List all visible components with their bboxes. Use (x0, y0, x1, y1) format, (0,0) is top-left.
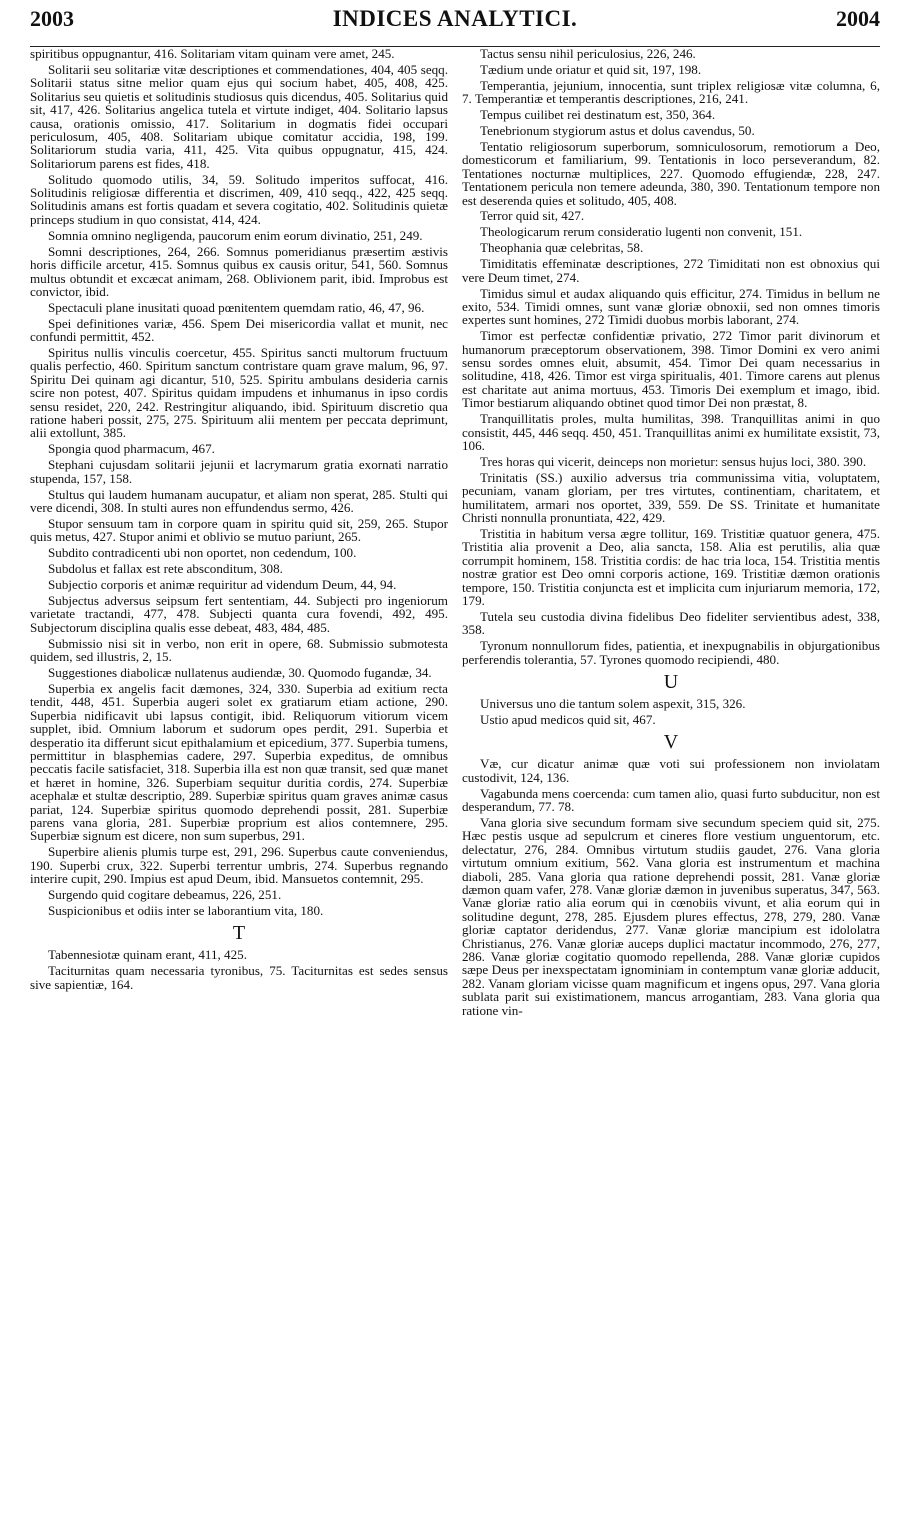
section-letter-t: T (232, 922, 246, 945)
section-letter-u: U (663, 670, 679, 693)
index-entry: Tyronum nonnullorum fides, patientia, et inexpugnabilis in objurgationibus perferendis tolerantia, 57. Tyrones quomodo recipiendi, 480. (462, 638, 880, 667)
index-entry: Spei definitiones variæ, 456. Spem Dei misericordia vallat et munit, nec confundi permittit, 452. (30, 315, 448, 345)
index-entry: Submissio nisi sit in verbo, non erit in opere, 68. Submissio submotesta quidem, sed illustris, 2, 15. (30, 635, 448, 665)
index-entry: Stupor sensuum tam in corpore quam in spiritu quid sit, 259, 265. Stupor quis metus, 427. Stupor animi et oblivio se mutuo pariunt, 265. (30, 515, 448, 545)
index-entry: Theophania quæ celebritas, 58. (480, 240, 644, 256)
index-entry: Tactus sensu nihil periculosius, 226, 246. (480, 47, 696, 61)
index-entry: Ustio apud medicos quid sit, 467. (480, 711, 656, 727)
index-entry: Stephani cujusdam solitarii jejunii et lacrymarum gratia exornati narratio stupenda, 157, 158. (30, 457, 448, 486)
index-entry: Vagabunda mens coercenda: cum tamen alio, quasi furto subducitur, non est desperandum, 77. 78. (462, 785, 880, 814)
index-entry: Solitarii seu solitariæ vitæ descriptiones et commendationes, 404, 405 seqq. Solitarii status sitne melior quam ejus qui socium habet, 405, 408, 425. Solitarius seu quietis et solitudinis studiosus quis dicendus, 405. Solitarius quid sit, 417, 426. Solitarius angelica tutela et virtute indiget, 404. Solitario lapsus causa, orationis omissio, 417. Solitarium in dogmatis fidei occupari periculosum, 405, 408. Solitariam ubique comitatur accidia, 198, 199. Solitariorum studia varia, 411, 425. Vita quibus oppugnatur, 415, 424. Solitariorum parens est fides, 418. (30, 61, 448, 171)
page-number-right: 2004 (836, 6, 880, 31)
left-column (30, 47, 448, 1537)
index-entry: Væ, cur dicatur animæ quæ voti sui professionem non inviolatam custodivit, 124, 136. (462, 756, 880, 785)
index-entry: Suggestiones diabolicæ nullatenus audiendæ, 30. Quomodo fugandæ, 34. (48, 664, 432, 680)
index-entry: Tres horas qui vicerit, deinceps non morietur: sensus hujus loci, 380. 390. (480, 453, 867, 469)
page-title: INDICES ANALYTICI. (332, 6, 578, 31)
index-entry: Superbia ex angelis facit dæmones, 324, 330. Superbia ad exitium recta tendit, 448, 451. Superbia augeri solet ex gratiarum etiam actione, 290. Superbia nidificavit ubi lapsus contigit, ibid. Reliquorum vitiorum vicem supplet, ibid. Omnium laborum et sudorum opes perdit, 291. Superbia et desperatio ita differunt sicut epithalamium et epicedium, 377. Superbia tumens, permittitur in blasphemias cadere, 297. Superbia expeditus, de omnibus peccatis facile satisfaciet, 318. Superbia illa est non quæ transit, sed quæ manet et hæret in homine, 326. Superbiam sequitur duritia cordis, 274. Superbiæ acephalæ et stultæ descriptio, 289. Superbiæ spiritus quam graves animæ casus pariat, 124. Superbiæ spiritus quomodo deprehendi possit, 281. Superbiæ parens vana gloria, 281. Superbiæ proprium est alios contemnere, 295. Superbiæ signum est dicere, non sum superbus, 291. (30, 680, 448, 844)
index-entry: Tenebrionum stygiorum astus et dolus cavendus, 50. (480, 123, 755, 139)
index-entry: Spectaculi plane inusitati quoad pœnitentem quemdam ratio, 46, 47, 96. (48, 299, 425, 315)
index-entry: Timor est perfectæ confidentiæ privatio, 272 Timor parit divinorum et humanorum præceptorum observationem, 398. Timor Domini ex vero animi sensu sordes omnes eluit, absumit, 454. Timor Dei quam necessarius in solitudine, 418, 426. Timor est virga spiritualis, 401. Timore carens aut plenus est charitate aut anima mortuus, 453. Timoris Dei exemplum et imago, ibid. Timor bestiarum aliquando obtinet quod timor Dei non præstat, 8. (462, 328, 880, 411)
index-entry: Trinitatis (SS.) auxilio adversus tria communissima vitia, voluptatem, pecuniam, vanam gloriam, per tres virtutes, continentiam, charitatem, et humilitatem, armari nos oportet, 339, 559. De SS. Trinitate et humanitate Christi nonnulla pronuntiata, 422, 429. (462, 469, 880, 525)
index-entry: Surgendo quid cogitare debeamus, 226, 251. (48, 886, 282, 902)
running-header (30, 6, 880, 47)
index-entry: Tutela seu custodia divina fidelibus Deo fideliter servientibus adest, 338, 358. (462, 608, 880, 638)
index-entry: Tristitia in habitum versa ægre tollitur, 169. Tristitiæ quatuor genera, 475. Tristitia alia provenit a Deo, alia sancta, 158. Alia est perutilis, alia quæ corrumpit hominem, 158. Tristitia cordis: de hac tria loca, 154. Tristitia mentis nostræ gratior est Deo omni corporis actione, 169. Tristitiæ dæmon orationis tempore, 150. Tristitia conjuncta est et implicita cum injuriarum memoria, 172, 179. (462, 525, 880, 608)
index-entry: Solitudo quomodo utilis, 34, 59. Solitudo imperitos suffocat, 416. Solitudinis religiosæ differentia et discrimen, 409, 410 seqq., 422, 425 seqq. Solitudinis amans est fortis quadam et severa cogitatio, 402. Solitudinis quietæ princeps studium in quo consistat, 414, 424. (30, 171, 448, 227)
index-entry: Subdito contradicenti ubi non oportet, non cedendum, 100. (48, 545, 357, 561)
index-entry: Theologicarum rerum consideratio lugenti non convenit, 151. (480, 224, 803, 240)
index-entry: Somni descriptiones, 264, 266. Somnus pomeridianus præsertim æstivis horis difficile arcetur, 415. Somnus quibus ex causis oritur, 541, 560. Somnus multus obtundit et excæcat animam, 268. Oblivionem parit, ibid. Improbus est convictor, ibid. (30, 243, 448, 299)
index-entry: Taciturnitas quam necessaria tyronibus, 75. Taciturnitas est sedes sensus sive sapientiæ, 164. (30, 963, 448, 992)
index-entry: Spiritus nullis vinculis coercetur, 455. Spiritus sancti multorum fructuum qualis perfectio, 460. Spiritum sanctum contristare quam grave malum, 96, 97. Spiritu Dei quinam agi dicantur, 510, 525. Spiritu ambulans desideria carnis scire non potest, 407. Spiritus quidam impudens et inhumanus in ipso cordis sensu residet, 220, 242. Restringitur aliquando, ibid. Spirituum discretio qua ratione haberi possit, 275, 275. Spirituum alii mentem per peccata deprimunt, alii extollunt, 385. (30, 345, 448, 441)
index-entry: Somnia omnino negligenda, paucorum enim eorum divinatio, 251, 249. (48, 227, 423, 243)
index-entry: Subjectus adversus seipsum fert sententiam, 44. Subjecti pro ingeniorum varietate tractandi, 477, 478. Subjecti quanta cura fovendi, 492, 495. Subjectorum disciplina qualis esse debeat, 483, 484, 485. (30, 592, 448, 635)
index-entry: Timiditatis effeminatæ descriptiones, 272 Timiditati non est obnoxius qui vere Deum timet, 274. (462, 256, 880, 285)
index-entry: Universus uno die tantum solem aspexit, 315, 326. (480, 695, 746, 711)
right-entries-v (462, 757, 880, 1017)
index-entry: Tentatio religiosorum superborum, somniculosorum, remotiorum a Deo, domesticorum et familiarium, 99. Tentationis in loco perseverandum, 82. Tentationes nocturnæ multiplices, 227. Quomodo effugiendæ, 228, 247. Tentationem pericula non temere adeunda, 380, 390. Tentationum tempore non est deserenda quies et solitudo, 405, 408. (462, 138, 880, 208)
index-entry: Vana gloria sive secundum formam sive secundum speciem quid sit, 275. Hæc pestis usque ad sepulcrum et cineres flore vestium unguentorum, etc. delectatur, 276, 284. Omnibus virtutum studiis gaudet, 276. Vana gloria virtutum omnium exitium, 562. Vana gloria est instrumentum et machina diaboli, 285. Vana gloria qua ratione deprehendi possit, 281. Vanæ gloriæ dæmon quam vafer, 278. Vanæ gloriæ dæmon in juvenibus superatus, 347, 563. Vanæ gloriæ ratio alia eorum qui in cœnobiis vivunt, et alia eorum qui in solitudine degunt, 278, 285. Ejusdem plures effectus, 278, 279, 280. Vanæ gloriæ captator deridendus, 277. Vanæ gloriæ mancipium est idololatra Christianus, 276. Vanæ gloriæ auceps duplici mactatur incommodo, 276, 277, 286. Vanæ gloriæ cogitatio quomodo repellenda, 288. Vanæ gloriæ cupidos sæpe Deus per inexspectatam ignominiam in contemptum vanæ gloriæ adducit, 282. Vanam gloriam vicisse quam magnificum et ingens opus, 297. Vana gloria sublata parit sui existimationem, mancus arrogantiam, 283. Vana gloria qua ratione vin- (462, 814, 880, 1018)
index-entry: spiritibus oppugnantur, 416. Solitariam vitam quinam vere amet, 245. (30, 47, 395, 61)
index-entry: Tabennesiotæ quinam erant, 411, 425. (48, 947, 247, 963)
index-entry: Temperantia, jejunium, innocentia, sunt triplex religiosæ vitæ columna, 6, 7. Temperantiæ et temperantis descriptiones, 216, 241. (462, 77, 880, 107)
two-column-body (30, 47, 880, 1537)
right-entries-u (462, 697, 880, 726)
index-entry: Superbire alienis plumis turpe est, 291, 296. Superbus caute conveniendus, 190. Superbi crux, 322. Superbi terrentur umbris, 274. Superbus regnando interire cupit, 290. Impius est apud Deum, ibid. Mansuetos contemnit, 295. (30, 844, 448, 887)
section-letter-v: V (663, 731, 679, 754)
right-entries (462, 47, 880, 666)
index-entry: Tædium unde oriatur et quid sit, 197, 198. (480, 61, 702, 77)
index-entry: Stultus qui laudem humanam aucupatur, et aliam non sperat, 285. Stulti qui vere dicendi, 308. In stulti aures non effundendus sermo, 426. (30, 486, 448, 515)
index-entry: Tranquillitatis proles, multa humilitas, 398. Tranquillitas animi in quo consistit, 445, 446 seqq. 450, 451. Tranquillitas animi ex humilitate exsistit, 73, 106. (462, 411, 880, 453)
index-entry: Timidus simul et audax aliquando quis efficitur, 274. Timidus in bellum ne exito, 534. Timidi omnes, sunt vanæ gloriæ obnoxii, sed non omnes timoris expertes sunt homines, 272 Timidi duobus morbis laborant, 274. (462, 285, 880, 328)
index-entry: Suspicionibus et odiis inter se laborantium vita, 180. (48, 902, 324, 918)
right-column (462, 47, 880, 1537)
index-entry: Terror quid sit, 427. (480, 208, 585, 224)
index-entry: Subdolus et fallax est rete absconditum, 308. (48, 561, 283, 577)
page-number-left: 2003 (30, 6, 74, 31)
index-entry: Subjectio corporis et animæ requiritur ad videndum Deum, 44, 94. (48, 577, 397, 593)
left-entries-t (30, 948, 448, 991)
index-entry: Tempus cuilibet rei destinatum est, 350, 364. (480, 107, 716, 123)
left-entries (30, 47, 448, 917)
index-entry: Spongia quod pharmacum, 467. (48, 441, 215, 457)
